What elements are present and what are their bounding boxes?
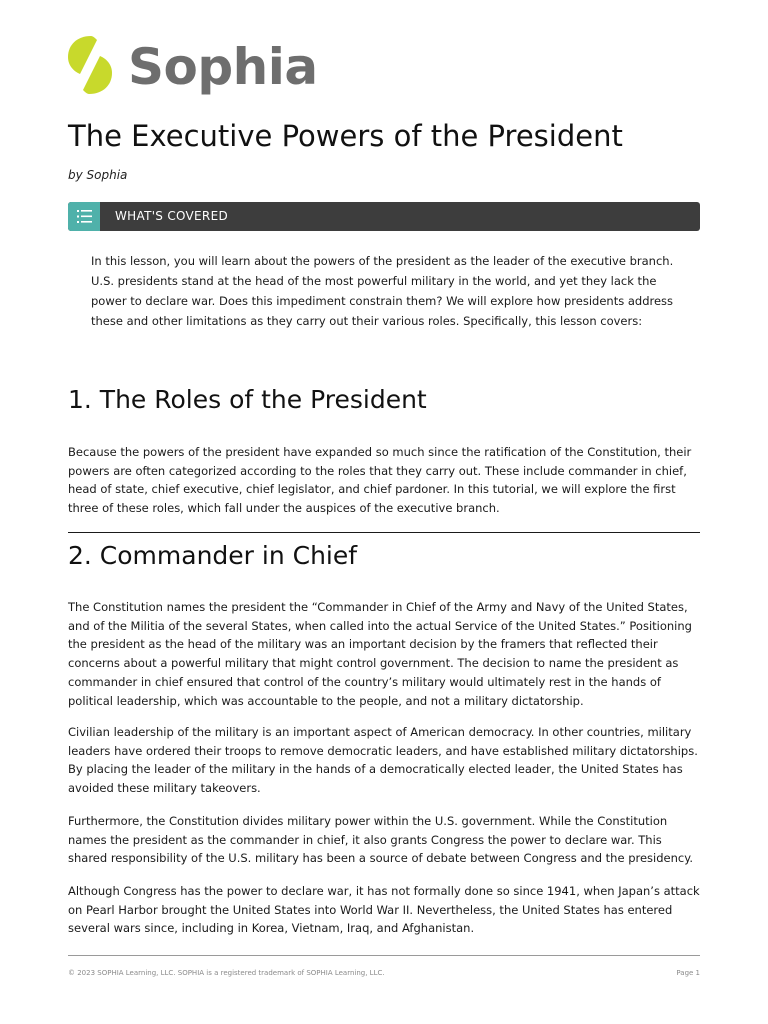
covered-intro-text: In this lesson, you will learn about the powers of the president as the leader of the executive branch. U.S. presidents stand at the head of the most powerful military in the world, and yet they lack the power to declare war. Does this impediment constrain them? We will explore how presidents address these and other limitations as they carry out their various roles. Specifically, this lesson covers: [91, 254, 674, 328]
section-divider [68, 532, 700, 533]
whats-covered-bar [68, 202, 700, 231]
whats-covered-label: WHAT'S COVERED [115, 209, 228, 223]
section-paragraph: Furthermore, the Constitution divides military power within the U.S. government. While the Constitution names the president as the commander in chief, it also grants Congress the power to declare war. This shared responsibility of the U.S. military has been a source of debate between Congress and the presidency. [68, 814, 694, 866]
section-paragraph: Civilian leadership of the military is an important aspect of American democracy. In other countries, military leaders have ordered their troops to remove democratic leaders, and have established military dictatorships. By placing the leader of the military in the hands of a democratically elected leader, the United States has avoided these military takeovers. [68, 725, 698, 796]
section-heading-commander: 2. Commander in Chief [68, 541, 358, 570]
section-paragraph: Because the powers of the president have expanded so much since the ratification of the Constitution, their powers are often categorized according to the roles that they carry out. These include commander in chief, head of state, chief executive, chief legislator, and chief pardoner. In this tutorial, we will explore the first three of these roles, which fall under the auspices of the executive branch. [68, 445, 692, 516]
section-heading-roles: 1. The Roles of the President [68, 385, 427, 414]
footer-copyright: © 2023 SOPHIA Learning, LLC. SOPHIA is a registered trademark of SOPHIA Learning, LLC. [68, 969, 385, 977]
sophia-s-mark-icon [66, 34, 114, 96]
byline: by Sophia [68, 168, 128, 182]
section-paragraph: Although Congress has the power to declare war, it has not formally done so since 1941, when Japan’s attack on Pearl Harbor brought the United States into World War II. Nevertheless, the United States has entered several wars since, including in Korea, Vietnam, Iraq, and Afghanistan. [68, 884, 700, 936]
list-icon [68, 202, 100, 231]
document-title: The Executive Powers of the President [68, 119, 623, 153]
section-paragraph: The Constitution names the president the “Commander in Chief of the Army and Navy of the United States, and of the Militia of the several States, when called into the actual Service of the United States.” Positioning the president as the head of the military was an important decision by the framers that reflected their concerns about a powerful military that might control government. The decision to name the president as commander in chief ensured that control of the country’s military would ultimately rest in the hands of political leadership, which was accountable to the people, and not a military dictatorship. [68, 600, 692, 708]
footer-page-number: Page 1 [676, 969, 700, 977]
logo-wordmark: Sophia [128, 38, 318, 96]
footer-divider [68, 955, 700, 956]
